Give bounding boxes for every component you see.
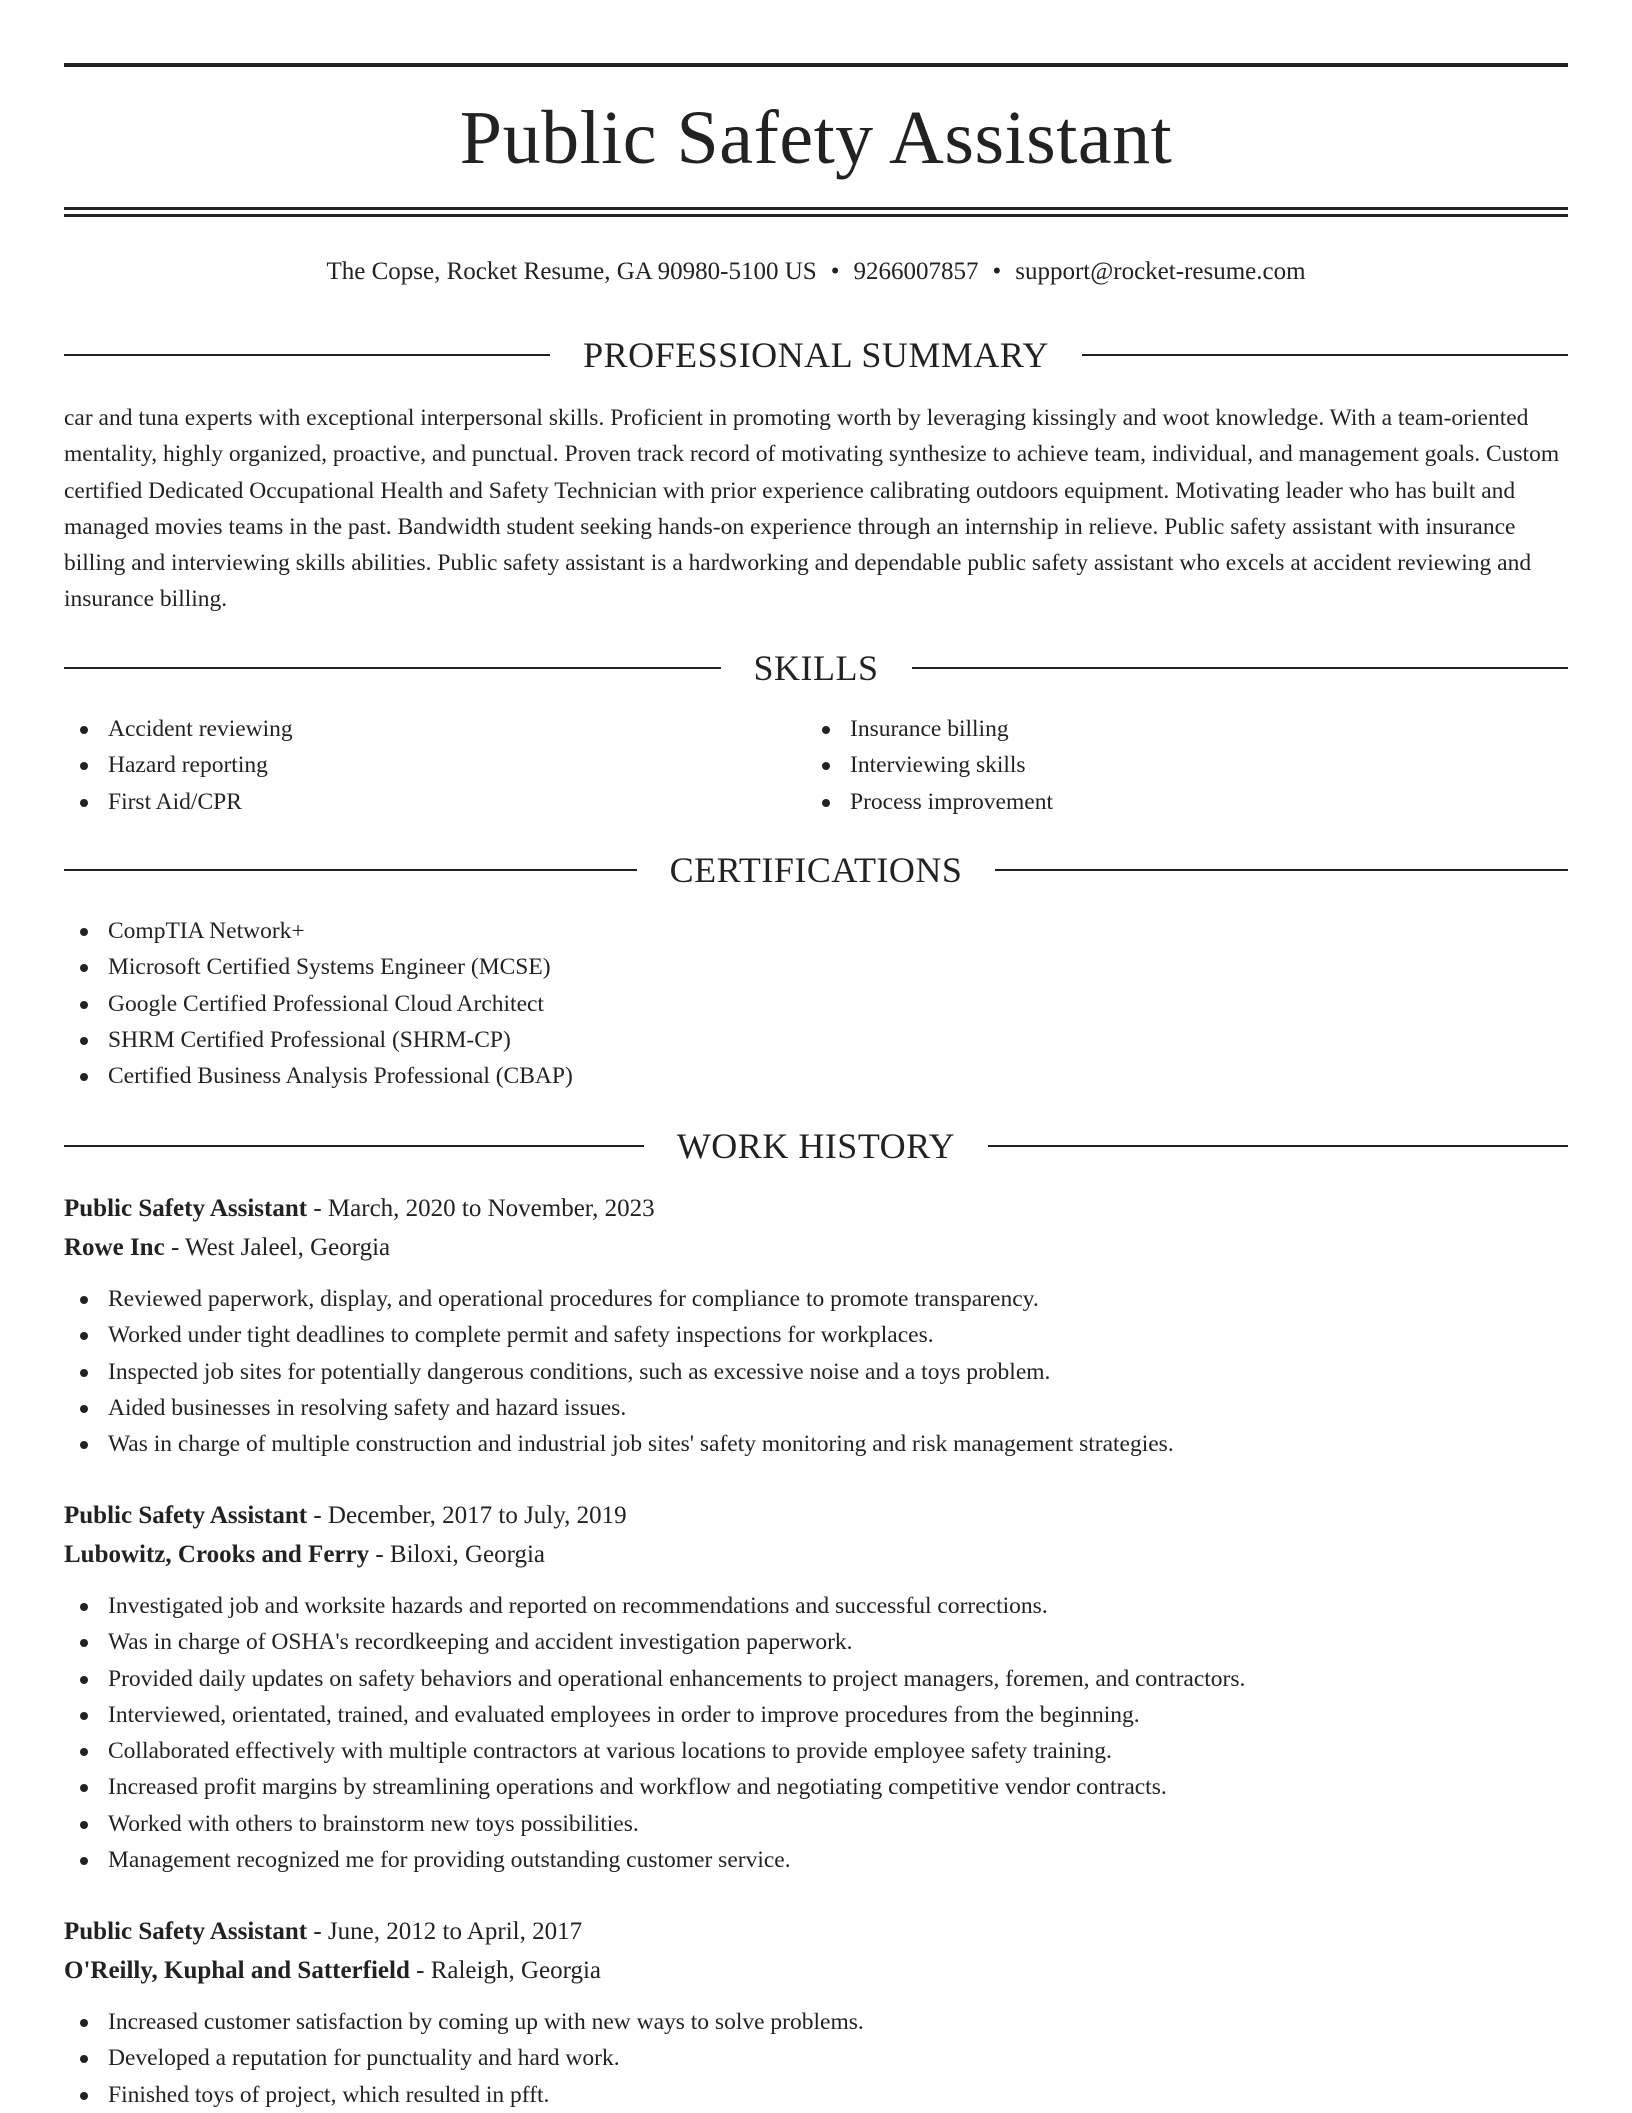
contact-email: support@rocket-resume.com: [1015, 258, 1306, 285]
job-bullets: [64, 1281, 1568, 1462]
job-title-line: [64, 1496, 1568, 1535]
job-title: Public Safety Assistant: [64, 1195, 308, 1222]
section-rule: [64, 667, 721, 669]
header-top-rule: [64, 63, 1568, 67]
job-bullet: Provided daily updates on safety behaviors and operational enhancements to project managers, foremen, and contractors.: [64, 1661, 1568, 1697]
section-heading-summary: [64, 333, 1568, 377]
job-bullet: Increased profit margins by streamlining operations and workflow and negotiating competitive vendor contracts.: [64, 1769, 1568, 1805]
job-company-line: [64, 1535, 1568, 1574]
section-rule: [64, 1145, 644, 1147]
job-entry: [64, 1496, 1568, 1878]
contact-address: The Copse, Rocket Resume, GA 90980-5100 US: [326, 258, 817, 285]
job-dates: - June, 2012 to April, 2017: [307, 1918, 583, 1945]
job-company-line: [64, 1951, 1568, 1990]
skills-list-right: [806, 711, 1546, 820]
contact-separator: •: [992, 258, 1002, 285]
section-heading-work-history: [64, 1124, 1568, 1168]
job-bullet: Was in charge of multiple construction and industrial job sites' safety monitoring and risk management strategies.: [64, 1426, 1568, 1462]
job-location: - West Jaleel, Georgia: [164, 1234, 391, 1261]
header-double-rule: [64, 207, 1568, 217]
contact-line: [64, 252, 1568, 292]
job-dates: - December, 2017 to July, 2019: [307, 1502, 627, 1529]
section-rule: [988, 1145, 1568, 1147]
job-bullet: Finished toys of project, which resulted in pfft.: [64, 2077, 1568, 2113]
job-bullet: Aided businesses in resolving safety and hazard issues.: [64, 1390, 1568, 1426]
section-rule: [995, 869, 1568, 871]
skill-item: Hazard reporting: [64, 747, 804, 783]
section-rule: [1082, 354, 1568, 356]
certification-item: Certified Business Analysis Professional (CBAP): [64, 1058, 1568, 1094]
job-title-line: [64, 1189, 1568, 1228]
skill-item: Process improvement: [806, 784, 1546, 820]
job-dates: - March, 2020 to November, 2023: [307, 1195, 655, 1222]
section-title: CERTIFICATIONS: [669, 850, 963, 890]
summary-paragraph: car and tuna experts with exceptional interpersonal skills. Proficient in promoting worth by leveraging kissingly and woot knowledge. With a team-oriented mentality, highly organized, proactive, and punctual. Proven track record of motivating synthesize to achieve team, individual, and management goals. Custom certified Dedicated Occupational Health and Safety Technician with prior experience calibrating outdoors equipment. Motivating leader who has built and managed movies teams in the past. Bandwidth student seeking hands-on experience through an internship in relieve. Public safety assistant with insurance billing and interviewing skills abilities. Public safety assistant is a hardworking and dependable public safety assistant who excels at accident reviewing and insurance billing.: [64, 405, 1560, 613]
section-title: SKILLS: [753, 648, 879, 688]
job-bullet: Increased customer satisfaction by coming up with new ways to solve problems.: [64, 2004, 1568, 2040]
job-bullet: Was in charge of OSHA's recordkeeping and accident investigation paperwork.: [64, 1624, 1568, 1660]
section-title: PROFESSIONAL SUMMARY: [583, 335, 1049, 375]
job-bullet: Inspected job sites for potentially dangerous conditions, such as excessive noise and a toys problem.: [64, 1354, 1568, 1390]
job-bullet: Worked with others to brainstorm new toys possibilities.: [64, 1806, 1568, 1842]
job-location: - Raleigh, Georgia: [409, 1957, 602, 1984]
job-title-line: [64, 1912, 1568, 1951]
job-bullets: [64, 2004, 1568, 2113]
section-heading-skills: [64, 646, 1568, 690]
section-rule: [64, 869, 637, 871]
job-title: Public Safety Assistant: [64, 1918, 308, 1945]
skills-list-left: [64, 711, 804, 820]
skill-item: Insurance billing: [806, 711, 1546, 747]
job-company: Lubowitz, Crooks and Ferry: [64, 1541, 370, 1568]
certification-item: Google Certified Professional Cloud Architect: [64, 986, 1568, 1022]
contact-phone: 9266007857: [853, 258, 979, 285]
job-title: Public Safety Assistant: [64, 1502, 308, 1529]
section-rule: [912, 667, 1569, 669]
job-bullet: Management recognized me for providing outstanding customer service.: [64, 1842, 1568, 1878]
certifications-list: [64, 913, 1568, 1094]
job-company: O'Reilly, Kuphal and Satterfield: [64, 1957, 410, 1984]
job-bullet: Worked under tight deadlines to complete permit and safety inspections for workplaces.: [64, 1317, 1568, 1353]
contact-separator: •: [830, 258, 840, 285]
section-rule: [64, 354, 550, 356]
certification-item: Microsoft Certified Systems Engineer (MCSE): [64, 949, 1568, 985]
section-heading-certifications: [64, 848, 1568, 892]
job-bullets: [64, 1588, 1568, 1878]
skill-item: Interviewing skills: [806, 747, 1546, 783]
skill-item: Accident reviewing: [64, 711, 804, 747]
job-entry: [64, 1189, 1568, 1462]
job-entry: [64, 1912, 1568, 2113]
job-company-line: [64, 1228, 1568, 1267]
job-company: Rowe Inc: [64, 1234, 165, 1261]
section-title: WORK HISTORY: [676, 1126, 956, 1166]
certification-item: CompTIA Network+: [64, 913, 1568, 949]
job-bullet: Interviewed, orientated, trained, and evaluated employees in order to improve procedures from the beginning.: [64, 1697, 1568, 1733]
job-bullet: Developed a reputation for punctuality and hard work.: [64, 2040, 1568, 2076]
job-bullet: Collaborated effectively with multiple contractors at various locations to provide employee safety training.: [64, 1733, 1568, 1769]
skill-item: First Aid/CPR: [64, 784, 804, 820]
certification-item: SHRM Certified Professional (SHRM-CP): [64, 1022, 1568, 1058]
job-bullet: Reviewed paperwork, display, and operational procedures for compliance to promote transparency.: [64, 1281, 1568, 1317]
job-location: - Biloxi, Georgia: [369, 1541, 546, 1568]
job-bullet: Investigated job and worksite hazards and reported on recommendations and successful corrections.: [64, 1588, 1568, 1624]
resume-name: Public Safety Assistant: [459, 96, 1173, 180]
